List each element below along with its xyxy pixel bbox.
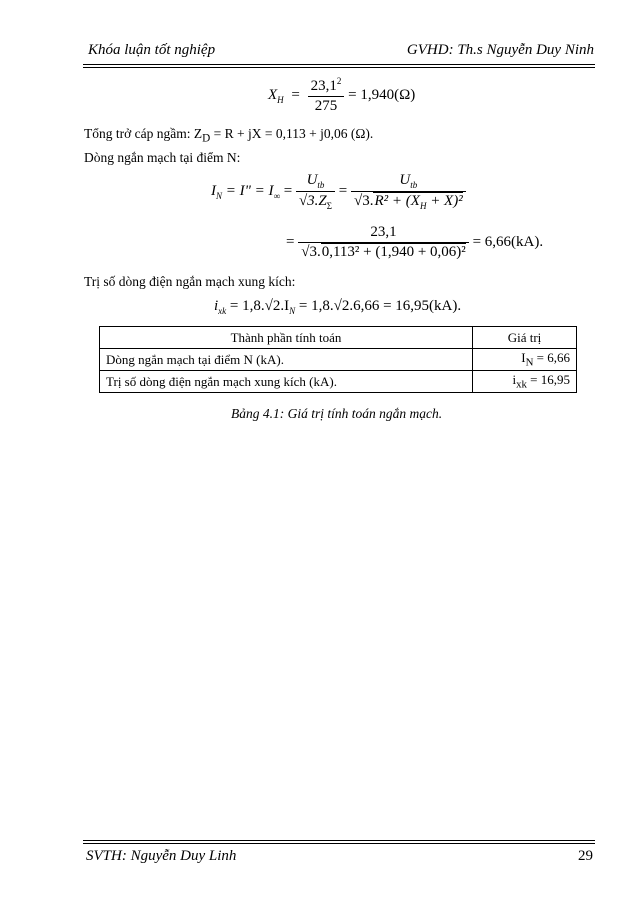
- para-current-title: Dòng ngắn mạch tại điểm N:: [84, 150, 241, 165]
- table-header-component: Thành phần tính toán: [100, 327, 473, 349]
- table-cell-value-num: = 16,95: [526, 372, 570, 388]
- line2-num: 23,1: [298, 224, 469, 243]
- formula-ixk-rhs1-sub: N: [289, 306, 296, 316]
- table-caption: Bảng 4.1: Giá trị tính toán ngắn mạch.: [231, 406, 443, 421]
- formula-in-lhs: I: [211, 182, 216, 199]
- table-cell-value: [473, 371, 577, 393]
- para-impedance-sub: D: [202, 132, 211, 145]
- para-impedance: [84, 126, 373, 145]
- frac1-num: U: [306, 172, 318, 188]
- frac1-den-sub: Σ: [326, 201, 333, 211]
- frac2-den-end: + X)²: [426, 193, 463, 209]
- formula-xh-den: 275: [314, 98, 338, 114]
- frac2-num-sub: tb: [410, 180, 418, 190]
- para-impedance-text: Tổng trở cáp ngầm: Z: [84, 126, 203, 141]
- table-cell-label: Trị số dòng điện ngắn mạch xung kích (kA).: [100, 371, 473, 393]
- formula-in-inf: ∞: [273, 190, 280, 201]
- footer-rule-double: [83, 843, 595, 844]
- formula-xh-fraction: [308, 76, 345, 115]
- frac1-den: √3.Z: [298, 193, 327, 209]
- formula-ixk: [214, 298, 461, 316]
- formula-in-lhs-sub: N: [216, 190, 223, 201]
- formula-xh-num-sup: 2: [336, 76, 342, 86]
- table-cell-value-sub: N: [525, 356, 534, 369]
- formula-in-line2-equals: =: [286, 233, 295, 250]
- table-header-value: Giá trị: [473, 327, 577, 349]
- frac2-den-pre: √3.: [354, 193, 374, 209]
- frac1-num-sub: tb: [317, 180, 325, 190]
- table-header-row: [100, 327, 577, 349]
- para-shock-title: Trị số dòng điện ngắn mạch xung kích:: [84, 274, 296, 289]
- page-number: 29: [578, 848, 593, 864]
- table-row: [100, 371, 577, 393]
- line2-result: = 6,66(kA).: [472, 233, 544, 250]
- formula-in-line2-frac: [298, 224, 469, 261]
- table-cell-value-sym: i: [512, 372, 517, 388]
- formula-in-line1: [211, 172, 466, 211]
- table-cell-value: [473, 349, 577, 371]
- frac2-num: U: [399, 172, 411, 188]
- header-right: GVHD: Th.s Nguyễn Duy Ninh: [406, 42, 594, 58]
- header-left: Khóa luận tốt nghiệp: [88, 42, 216, 58]
- formula-xh-result: = 1,940(Ω): [348, 86, 416, 103]
- results-table: [99, 326, 577, 393]
- table-cell-value-sub: xk: [516, 378, 527, 391]
- table-cell-label: Dòng ngắn mạch tại điểm N (kA).: [100, 349, 473, 371]
- para-impedance-tail: = R + jX = 0,113 + j0,06 (Ω).: [210, 126, 374, 141]
- formula-in-line2: [286, 224, 543, 261]
- formula-in-equals-2: =: [338, 182, 348, 199]
- line2-den-body: 0,113² + (1,940 + 0,06)²: [321, 244, 466, 260]
- formula-xh: $X_H$ = $\frac{23,1^2}{275}$ = 1,940(Ω): [268, 76, 416, 114]
- footer-rule: [83, 840, 595, 841]
- formula-ixk-lhs: i: [214, 298, 219, 314]
- formula-in-eq: = I" = I: [225, 182, 274, 199]
- formula-xh-num: 23,1: [310, 78, 337, 94]
- header-rule-double: [83, 67, 595, 68]
- formula-xh-lhs: X: [268, 86, 278, 103]
- frac2-den-body: R² + (X: [374, 193, 420, 209]
- formula-ixk-rhs2: = 1,8.√2.6,66 = 16,95(kA).: [295, 298, 462, 314]
- table-row: [100, 349, 577, 371]
- line2-den-pre: √3.: [301, 244, 321, 260]
- frac2-den-sub: H: [419, 201, 427, 211]
- formula-xh-lhs-sub: H: [277, 94, 284, 105]
- table-cell-value-num: = 6,66: [533, 350, 570, 366]
- table-cell-value-sym: I: [521, 350, 526, 366]
- header-rule: [83, 64, 595, 65]
- formula-in-frac2: [351, 172, 466, 211]
- formula-ixk-lhs-sub: xk: [218, 306, 227, 316]
- footer-author: SVTH: Nguyễn Duy Linh: [86, 848, 237, 864]
- formula-in-frac1: [296, 172, 335, 211]
- formula-in-equals: =: [283, 182, 293, 199]
- formula-ixk-rhs1: = 1,8.√2.I: [229, 298, 290, 314]
